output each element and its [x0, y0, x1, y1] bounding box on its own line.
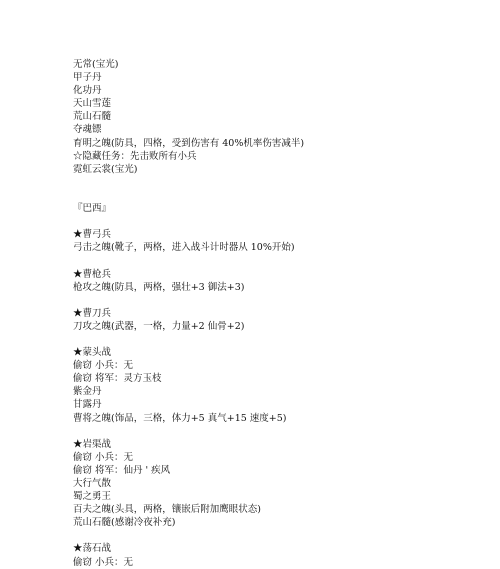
text-line: 无常(宝光): [73, 59, 119, 70]
text-line: 紫金丹: [73, 386, 102, 398]
section-title: 『巴西』: [73, 203, 112, 215]
text-line: 偷窃 将军：灵方玉枝: [73, 373, 162, 385]
group-heading: ★岩渠战: [73, 438, 112, 450]
text-line: 化功丹: [73, 85, 102, 97]
text-line: 百夫之魄(头具，两格，镶嵌后附加鹰眼状态): [73, 504, 261, 516]
text-line: 天山雪莲: [73, 98, 112, 110]
text-line: 大行气散: [73, 478, 112, 489]
text-line: 刀攻之魄(武器，一格，力量+2 仙骨+2): [73, 320, 245, 332]
text-line: 甘露丹: [73, 399, 102, 411]
text-line: 偷窃 将军：仙丹 ' 疾风: [73, 464, 171, 476]
text-line: 偷窃 小兵：无: [73, 360, 134, 372]
text-line: 蜀之勇王: [73, 491, 112, 503]
group-heading: ★蒙头战: [73, 347, 112, 359]
text-line: 霓虹云裳(宝光): [73, 163, 138, 175]
text-line: 偷窃 小兵：无: [73, 451, 134, 463]
battle-group: [73, 346, 473, 425]
battle-group: [73, 307, 473, 333]
hidden-quest-line: ☆隐藏任务：先击败所有小兵: [73, 150, 197, 162]
battle-group: [73, 438, 473, 530]
group-heading: ★荡石战: [73, 543, 112, 555]
item-list: [73, 58, 473, 176]
text-line: 曹将之魄(饰品，三格，体力+5 真气+15 速度+5): [73, 412, 287, 424]
text-line: 荒山石髓(感谢冷夜补充): [73, 517, 176, 529]
text-line: 育明之魄(防具，四格，受到伤害有 40%机率伤害减半): [73, 137, 305, 149]
text-line: 夺魂镖: [73, 124, 102, 136]
text-line: 甲子丹: [73, 72, 102, 84]
text-line: 枪攻之魄(防具，两格，强壮+3 御法+3): [73, 281, 245, 293]
group-heading: ★曹弓兵: [73, 229, 112, 241]
text-line: 荒山石髓: [73, 111, 112, 123]
battle-group: [73, 268, 473, 294]
document-page: [73, 58, 473, 569]
text-line: 弓击之魄(靴子，两格，进入战斗计时器从 10%开始): [73, 242, 295, 254]
group-heading: ★曹刀兵: [73, 307, 112, 319]
battle-group: [73, 228, 473, 254]
group-heading: ★曹枪兵: [73, 268, 112, 280]
text-line: 偷窃 小兵：无: [73, 556, 134, 568]
